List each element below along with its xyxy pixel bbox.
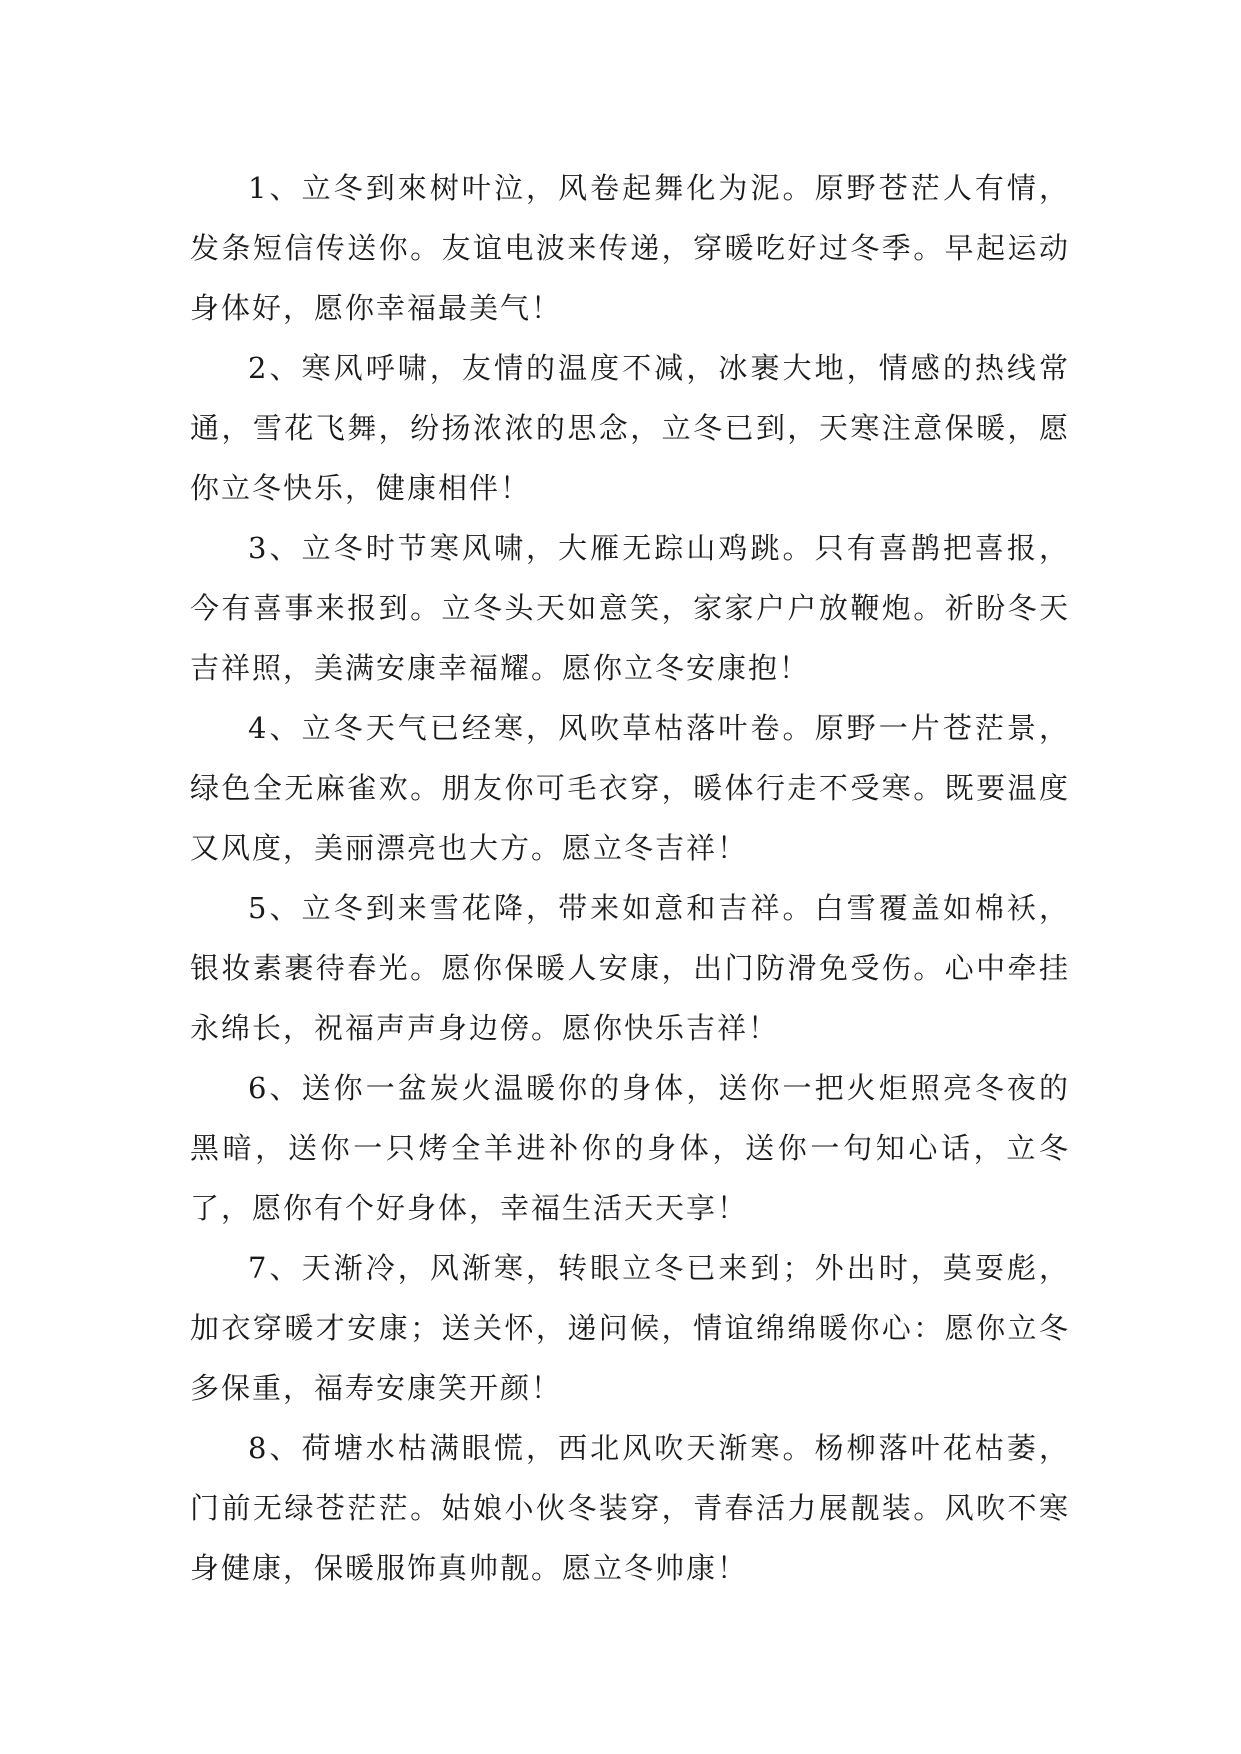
document-body	[190, 158, 1070, 1598]
paragraph-4: 4、立冬天气已经寒，风吹草枯落叶卷。原野一片苍茫景，绿色全无麻雀欢。朋友你可毛衣穿，暖体行走不受寒。既要温度又风度，美丽漂亮也大方。愿立冬吉祥！	[190, 711, 1070, 865]
paragraph-6: 6、送你一盆炭火温暖你的身体，送你一把火炬照亮冬夜的黑暗，送你一只烤全羊进补你的身体，送你一句知心话，立冬了，愿你有个好身体，幸福生活天天享！	[190, 1071, 1070, 1225]
paragraph-2: 2、寒风呼啸，友情的温度不减，冰裹大地，情感的热线常通，雪花飞舞，纷扬浓浓的思念，立冬已到，天寒注意保暖，愿你立冬快乐，健康相伴！	[190, 351, 1070, 505]
paragraph-8: 8、荷塘水枯满眼慌，西北风吹天渐寒。杨柳落叶花枯萎，门前无绿苍茫茫。姑娘小伙冬装穿，青春活力展靓装。风吹不寒身健康，保暖服饰真帅靓。愿立冬帅康！	[190, 1431, 1070, 1585]
paragraph-5: 5、立冬到来雪花降，带来如意和吉祥。白雪覆盖如棉袄，银妆素裹待春光。愿你保暖人安康，出门防滑免受伤。心中牵挂永绵长，祝福声声身边傍。愿你快乐吉祥！	[190, 891, 1070, 1045]
paragraph-1: 1、立冬到來树叶泣，风卷起舞化为泥。原野苍茫人有情，发条短信传送你。友谊电波来传递，穿暖吃好过冬季。早起运动身体好，愿你幸福最美气！	[190, 171, 1070, 325]
paragraph-7: 7、天渐冷，风渐寒，转眼立冬已来到；外出时，莫耍彪，加衣穿暖才安康；送关怀，递问候，情谊绵绵暖你心：愿你立冬多保重，福寿安康笑开颜！	[190, 1251, 1070, 1405]
paragraph-3: 3、立冬时节寒风啸，大雁无踪山鸡跳。只有喜鹊把喜报，今有喜事来报到。立冬头天如意笑，家家户户放鞭炮。祈盼冬天吉祥照，美满安康幸福耀。愿你立冬安康抱！	[190, 531, 1070, 685]
